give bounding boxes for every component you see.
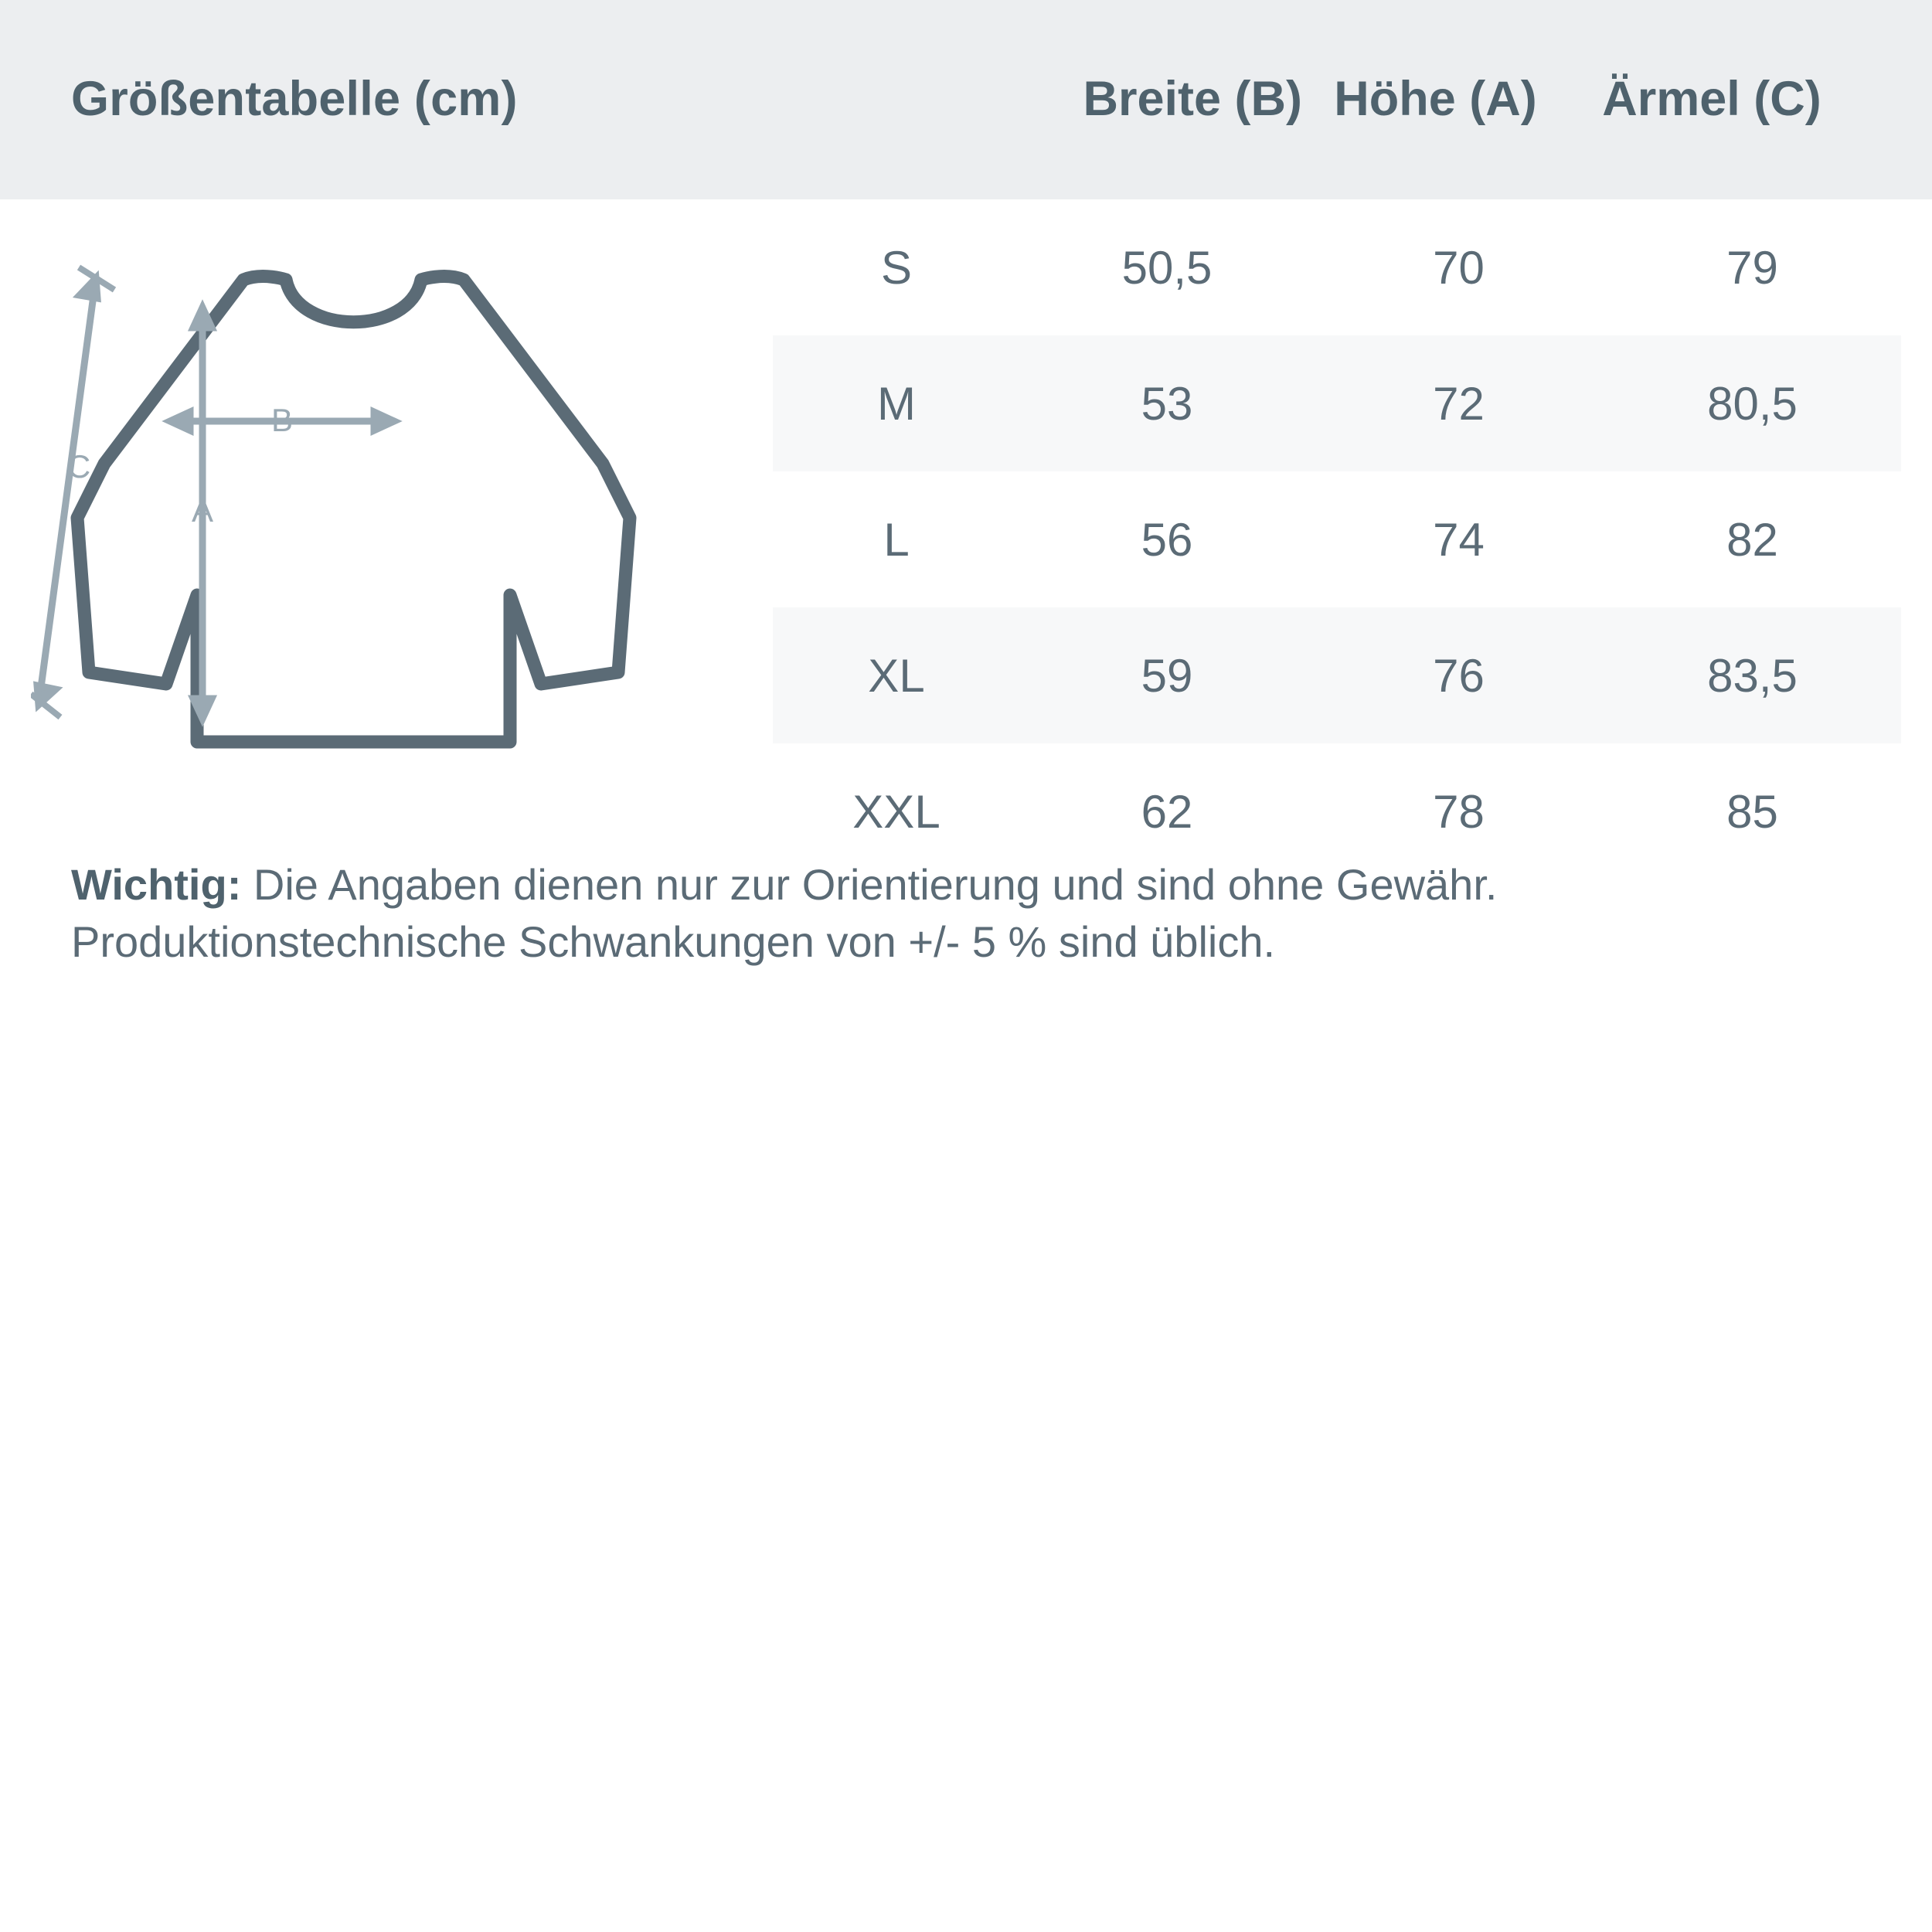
cell-aermel: 83,5 (1707, 649, 1798, 702)
label-b: B (270, 402, 294, 438)
cell-breite: 53 (1141, 377, 1193, 430)
column-headers (773, 71, 1855, 127)
cell-hoehe: 76 (1433, 649, 1485, 702)
cell-breite: 56 (1141, 513, 1193, 566)
shirt-measurement-illustration (31, 232, 773, 819)
cell-size: L (883, 513, 910, 566)
cell-breite: 59 (1141, 649, 1193, 702)
cell-aermel: 82 (1726, 513, 1778, 566)
cell-size: M (877, 377, 916, 430)
table-row (773, 335, 1901, 471)
disclaimer-text: Die Angaben dienen nur zur Orientierung und sind ohne Gewähr. Produktionstechnische Schwankungen von +/- 5 % sind üblich. (71, 860, 1498, 966)
label-a: A (191, 492, 214, 529)
cell-aermel: 80,5 (1707, 377, 1798, 430)
cell-hoehe: 70 (1433, 241, 1485, 294)
column-header-aermel: Ärmel (C) (1602, 72, 1821, 126)
label-c: C (66, 448, 91, 485)
cell-aermel: 85 (1726, 785, 1778, 838)
cell-aermel: 79 (1726, 241, 1778, 294)
cell-breite: 50,5 (1121, 241, 1213, 294)
cell-hoehe: 78 (1433, 785, 1485, 838)
cell-hoehe: 74 (1433, 513, 1485, 566)
cell-hoehe: 72 (1433, 377, 1485, 430)
disclaimer-label: Wichtig: (71, 860, 242, 909)
table-row (773, 471, 1901, 607)
table-row (773, 607, 1901, 743)
column-header-breite: Breite (B) (1083, 72, 1302, 126)
cell-size: S (880, 241, 913, 294)
column-header-hoehe: Höhe (A) (1334, 72, 1537, 126)
cell-size: XL (868, 649, 925, 702)
table-header-band (0, 0, 1932, 199)
size-table (773, 199, 1901, 879)
table-row (773, 199, 1901, 335)
disclaimer-note (71, 856, 1872, 971)
page-title: Größentabelle (cm) (71, 72, 518, 126)
cell-size: XXL (852, 785, 940, 838)
cell-breite: 62 (1141, 785, 1193, 838)
